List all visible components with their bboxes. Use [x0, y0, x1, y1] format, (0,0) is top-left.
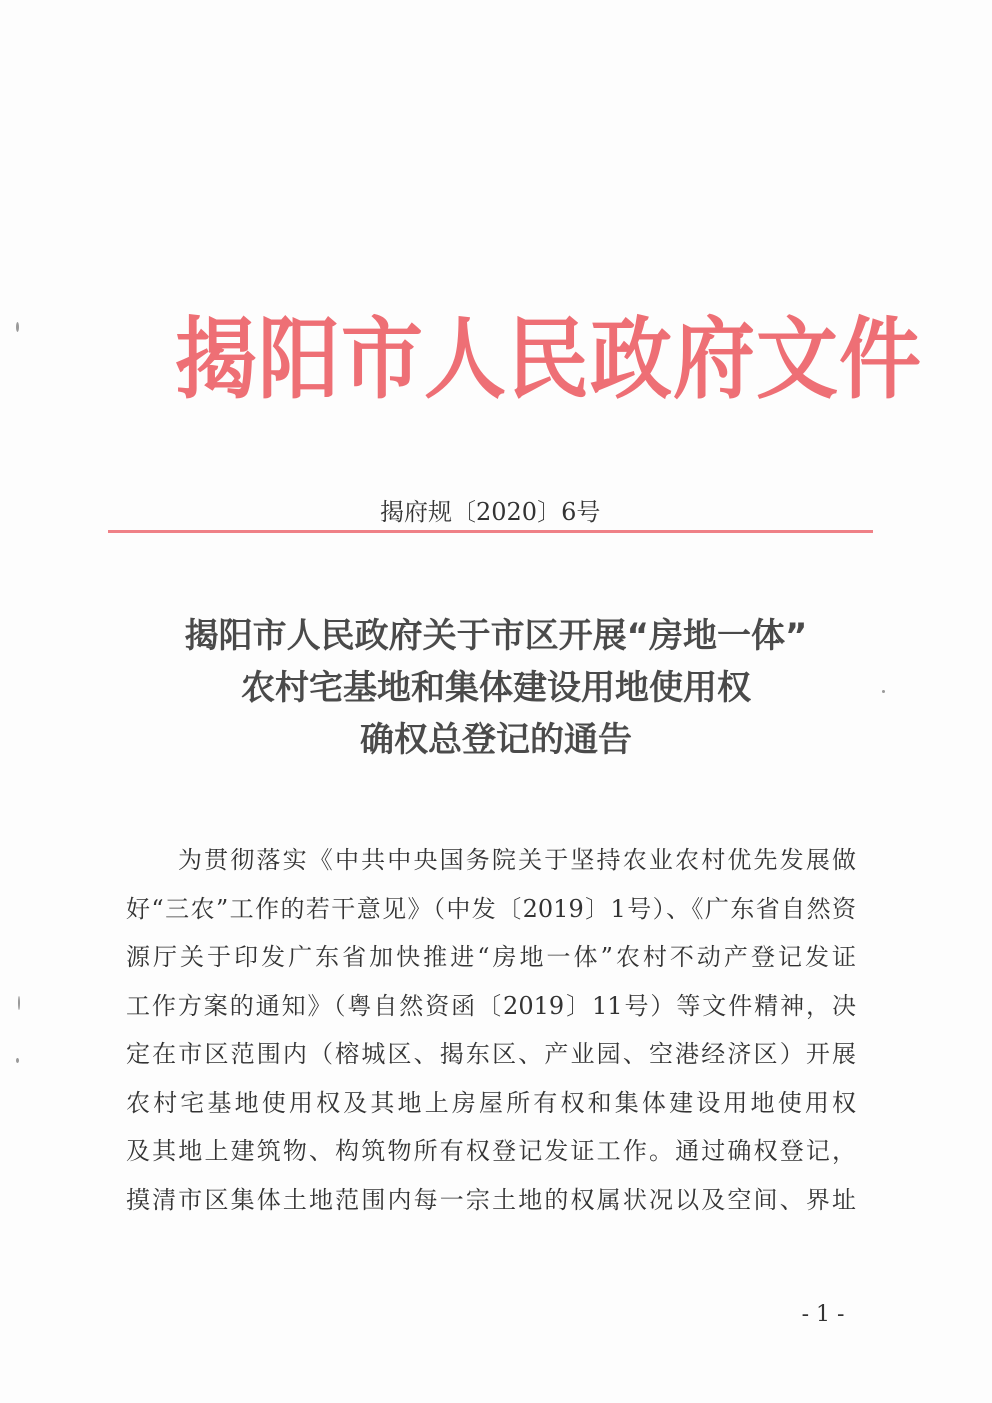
title-line: 揭阳市人民政府关于市区开展“房地一体” — [184, 616, 808, 656]
body-paragraph — [126, 836, 856, 1224]
scan-speck — [16, 1058, 19, 1063]
body-line: 摸清市区集体土地范围内每一宗土地的权属状况以及空间、界址 — [126, 1185, 856, 1214]
document-number: 揭府规〔2020〕6号 — [380, 498, 601, 526]
body-line: 源厅关于印发广东省加快推进“房地一体”农村不动产登记发证 — [126, 943, 856, 971]
body-line: 为贯彻落实《中共中央国务院关于坚持农业农村优先发展做 — [178, 846, 856, 874]
title-line: 农村宅基地和集体建设用地使用权 — [241, 668, 751, 708]
scan-speck — [16, 322, 19, 332]
issuer-masthead: 揭阳市人民政府文件 — [175, 308, 923, 412]
notice-title — [120, 610, 872, 766]
page-number: - 1 - — [801, 1302, 845, 1327]
title-line: 确权总登记的通告 — [360, 720, 632, 760]
body-line: 定在市区范围内（榕城区、揭东区、产业园、空港经济区）开展 — [126, 1040, 856, 1068]
body-line: 农村宅基地使用权及其地上房屋所有权和集体建设用地使用权 — [126, 1088, 856, 1117]
body-line: 及其地上建筑物、构筑物所有权登记发证工作。通过确权登记， — [126, 1137, 856, 1165]
body-line: 工作方案的通知》（粤自然资函〔2019〕11号）等文件精神，决 — [126, 991, 856, 1020]
body-line: 好“三农”工作的若干意见》（中发〔2019〕1号）、《广东省自然资 — [126, 894, 856, 923]
scan-speck — [18, 996, 20, 1010]
scan-speck — [882, 690, 885, 693]
red-divider-rule — [108, 530, 873, 533]
